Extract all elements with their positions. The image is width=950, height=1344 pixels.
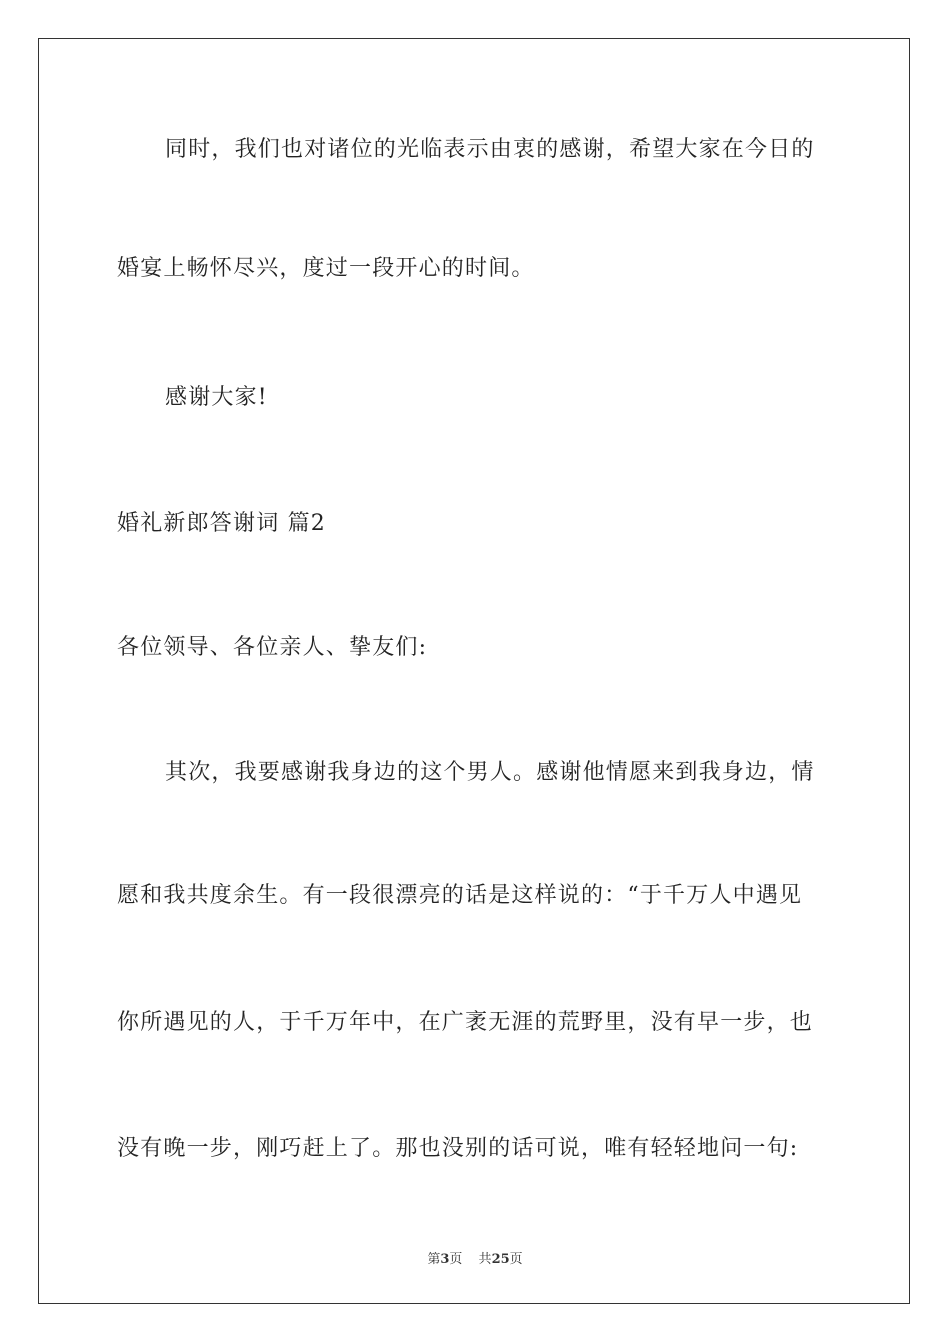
- page-prefix: 第: [427, 1252, 441, 1267]
- paragraph-line-2: 婚宴上畅怀尽兴，度过一段开心的时间。: [117, 256, 535, 281]
- total-prefix: 共: [478, 1252, 492, 1267]
- total-pages: 25: [491, 1252, 510, 1267]
- page-footer: [0, 1248, 950, 1267]
- salutation-line: 各位领导、各位亲人、挚友们:: [117, 635, 428, 660]
- section-heading: 婚礼新郎答谢词 篇2: [117, 511, 326, 536]
- total-suffix: 页: [509, 1252, 523, 1267]
- paragraph-line-3: 感谢大家!: [165, 385, 268, 410]
- paragraph-line-9: 没有晚一步，刚巧赶上了。那也没别的话可说，唯有轻轻地问一句:: [117, 1136, 799, 1161]
- paragraph-line-7: 愿和我共度余生。有一段很漂亮的话是这样说的：“于千万人中遇见: [117, 883, 803, 908]
- paragraph-line-1: 同时，我们也对诸位的光临表示由衷的感谢，希望大家在今日的: [165, 137, 815, 162]
- total-pages-indicator: [479, 1252, 523, 1267]
- page-border: [38, 38, 910, 1304]
- paragraph-line-6: 其次，我要感谢我身边的这个男人。感谢他情愿来到我身边，情: [165, 760, 815, 785]
- paragraph-line-8: 你所遇见的人，于千万年中，在广袤无涯的荒野里，没有早一步，也: [117, 1010, 814, 1035]
- page-suffix: 页: [449, 1252, 463, 1267]
- page-number-indicator: [427, 1252, 462, 1267]
- page-number: 3: [440, 1252, 450, 1267]
